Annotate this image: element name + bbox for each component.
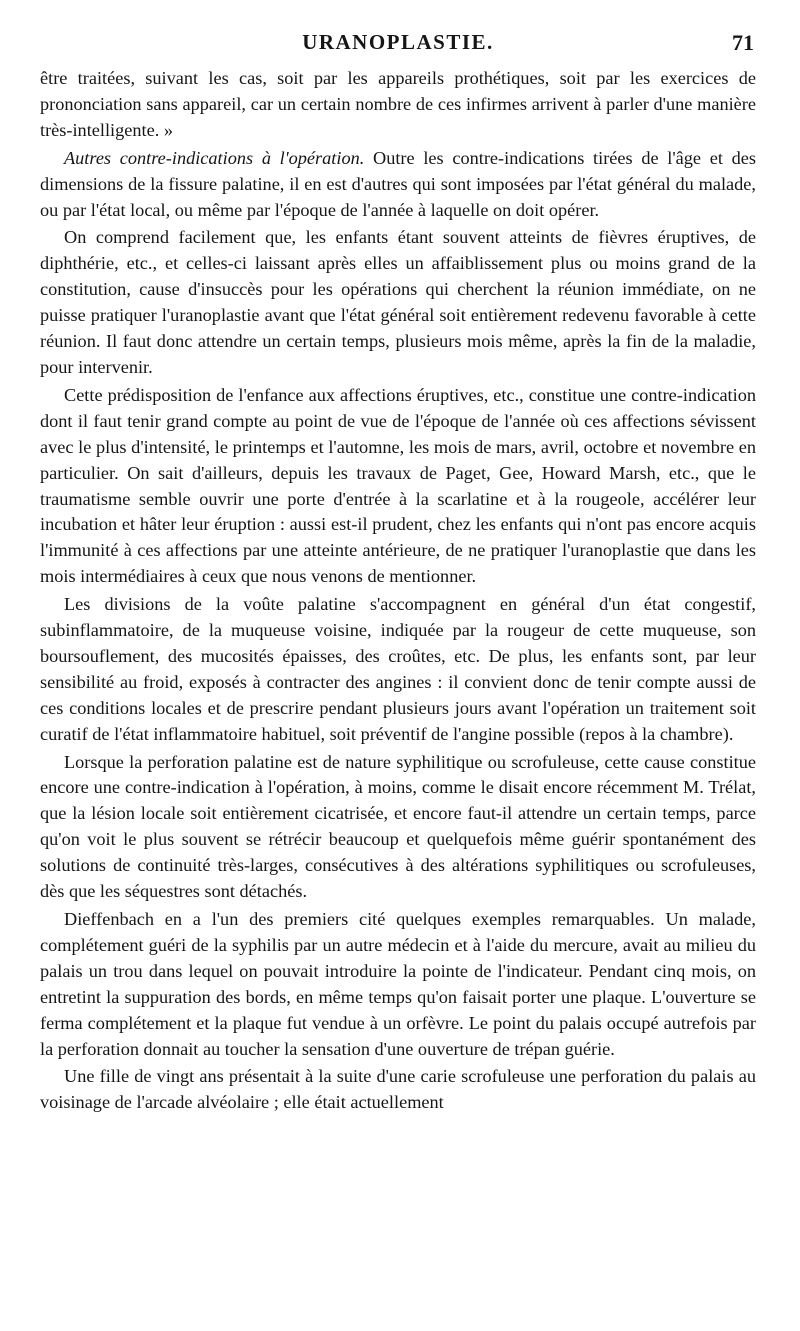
paragraph-7: Dieffenbach en a l'un des premiers cité quelques exemples remarquables. Un malade, complétement guéri de la syphilis par un autre médecin et à l'aide du mercure, avait au milieu du palais un trou dans lequel on pouvait introduire la pointe de l'indicateur. Pendant cinq mois, on entretint la suppuration des bords, en même temps qu'on faisait porter une plaque. L'ouverture se ferma complétement et la plaque fut vendue à un orfèvre. Le point du palais occupé autrefois par la perforation donnait au toucher la sensation d'une ouverture de trépan guérie. [40,909,756,1059]
paragraph-3: On comprend facilement que, les enfants étant souvent atteints de fièvres éruptives, de diphthérie, etc., et celles-ci laissant après elles un affaiblissement plus ou moins grand de la constitution, cause d'insuccès pour les opérations qui cherchent la réunion immédiate, on ne puisse pratiquer l'uranoplastie avant que l'état général soit entièrement redevenu favorable à cette réunion. Il faut donc attendre un certain temps, plusieurs mois même, après la fin de la maladie, pour intervenir. [40,227,756,377]
paragraph-8: Une fille de vingt ans présentait à la suite d'une carie scrofuleuse une perforation du palais au voisinage de l'arcade alvéolaire ; elle était actuellement [40,1066,756,1113]
body-text [40,66,756,1116]
running-title: URANOPLASTIE. [302,30,494,54]
page-number: 71 [732,30,754,55]
section-lead: Autres contre-indications à l'opération. [64,147,365,168]
paragraph-4: Cette prédisposition de l'enfance aux affections éruptives, etc., constitue une contre-indication dont il faut tenir grand compte au point de vue de l'époque de l'année où ces affections sévissent avec le plus d'intensité, le printemps et l'automne, les mois de mars, avril, octobre et novembre en particulier. On sait d'ailleurs, depuis les travaux de Paget, Gee, Howard Marsh, etc., que le traumatisme semble ouvrir une porte d'entrée à la scarlatine et à la rougeole, accélérer leur incubation et hâter leur éruption : aussi est-il prudent, chez les enfants qui n'ont pas encore acquis l'immunité à ces affections par une atteinte antérieure, de ne pratiquer l'uranoplastie que dans les mois intermédiaires à ceux que nous venons de mentionner. [40,384,756,587]
paragraph-2: Autres contre-indications à l'opération. Outre les contre-indications tirées de l'âge et des dimensions de la fissure palatine, il en est d'autres qui sont imposées par l'état général du malade, ou par l'état local, ou même par l'époque de l'année à laquelle on doit opérer. [40,147,756,220]
document-page [40,30,756,1118]
paragraph-5: Les divisions de la voûte palatine s'accompagnent en général d'un état congestif, subinflammatoire, de la muqueuse voisine, indiquée par la rougeur de cette muqueuse, son boursouflement, des mucosités épaisses, des croûtes, etc. De plus, les enfants sont, par leur sensibilité au froid, exposés à contracter des angines : il convient donc de tenir compte aussi de ces conditions locales et de prescrire pendant plusieurs jours avant l'opération un traitement soit curatif de l'état inflammatoire habituel, soit préventif de l'angine possible (repos à la chambre). [40,594,756,744]
page-header [40,30,756,54]
paragraph-1: être traitées, suivant les cas, soit par les appareils prothétiques, soit par les exercices de prononciation sans appareil, car un certain nombre de ces infirmes arrivent à parler d'une manière très-intelligente. » [40,68,756,140]
paragraph-6: Lorsque la perforation palatine est de nature syphilitique ou scrofuleuse, cette cause constitue encore une contre-indication à l'opération, à moins, comme le disait encore récemment M. Trélat, que la lésion locale soit entièrement cicatrisée, et encore faut-il attendre un certain temps, parce qu'on voit le plus souvent se rétrécir beaucoup et quelquefois même guérir spontanément des solutions de continuité très-larges, consécutives à des altérations syphilitiques ou scrofuleuses, dès que les séquestres sont détachés. [40,751,756,902]
